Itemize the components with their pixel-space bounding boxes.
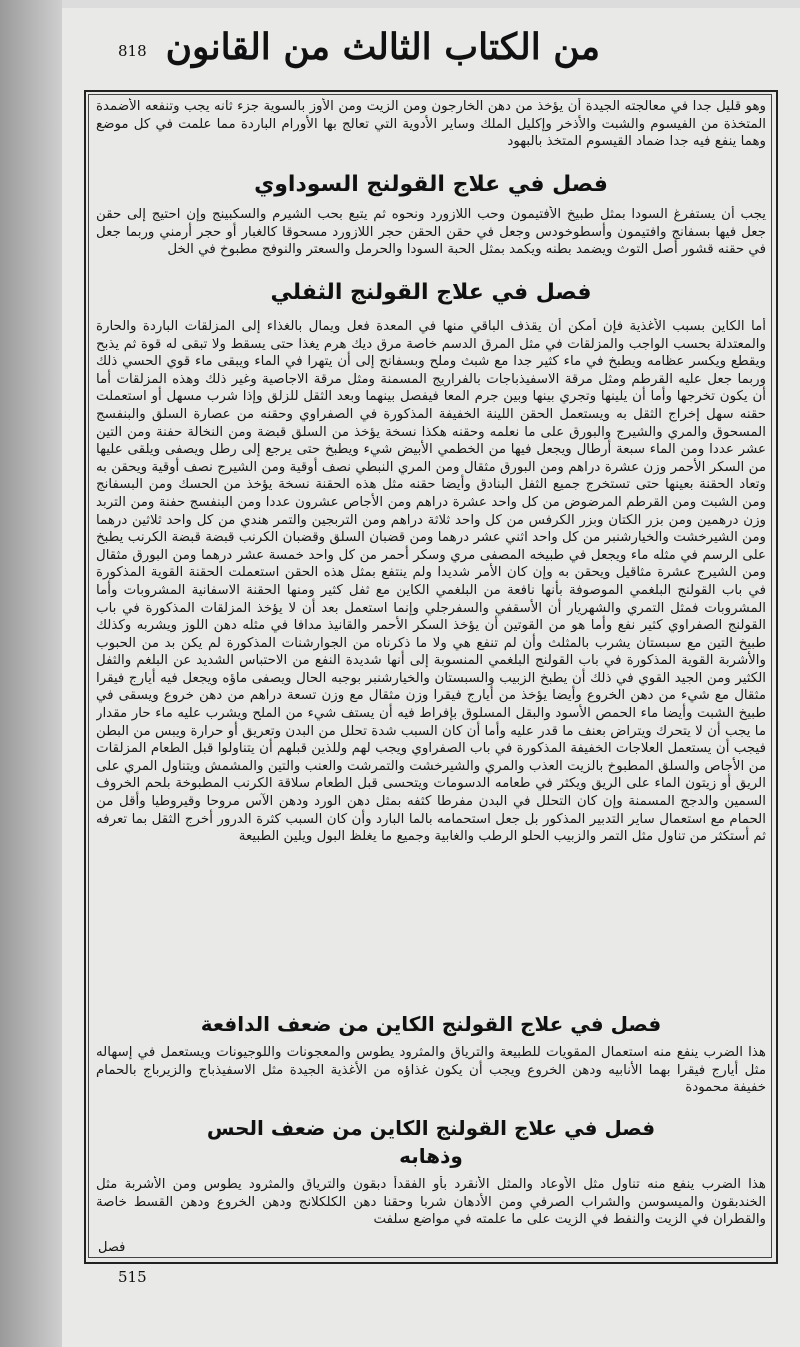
section-heading-weak-expulsion: فصل في علاج القولنج الكاين من ضعف الدافعة — [200, 1012, 662, 1036]
running-header-title: من الكتاب الثالث من القانون — [165, 26, 600, 68]
section-heading-thufli: فصل في علاج القولنج الثفلي — [270, 280, 592, 305]
paragraph-5: هذا الضرب ينفع منه تناول مثل الأوعاد والمثل الأنقرد بأو الفقدأ دبقون والترياق والمثرود يطوس ومن الأشربة مثل الخندبقون والميسوسن والشراب الصرفي ومن الأدهان شربا وحقنا دهن الكلكلانج ودهن الخروع ودهن القسط خاصة والقطران في الزيت والنفط في الزيت على ما علمته في مواضع سلفت — [96, 1177, 766, 1228]
book-gutter-shadow — [0, 0, 62, 1347]
paragraph-3: أما الكاين بسبب الأغذية فإن أمكن أن يقذف الباقي منها في المعدة فعل ويمال بالغذاء إلى المزلقات الباردة والحارة والمعتدلة بحسب الواجب والمزلقات في مثل المرق الدسم خاصة مرق ديك هرم يغذا حتى يسقط ولا تبقى له قوة ثم يذبح ويقطع ويكسر عظامه ويطبخ في ماء كثير جدا مع شبث وملح وبسفانج إلى أن يتهرا في الماء ويبقى ماء قوي الحسي ذلك وربما جعل عليه القرطم ومثل مرقة الاسفيذباجات بالفراريج المسمنة ومثل مرقة الاجاصية وغير ذلك وهذه المزلقات أما أن يكون تخرجها وأما أن يلينها وتجري بينها وبين جرم المعا فيفصل بينهما وبعد الثقل للزلق وإذا شرب مسهل أو استعملت حقنه سهل إخراج الثقل به ويستعمل الحقن اللينة الخفيفة المذكورة في الصفراوي وحقنه من عصارة السلق والبنفسج المسحوق والمري والشيرج والبورق على ما نعلمه وحقنه هكذا نسخة يؤخذ من السلق قبضة ومن النخالة حفنة ومن التين عشر عددا ومن الماء سبعة أرطال ويجعل فيها من الخطمي الأبيض شيء ويطبخ حتى يرجع إلى رطل ويصفى ويلقى عليها من السكر الأحمر وزن عشرة دراهم ومن البورق مثقال ومن المري النبطي نصف أوقية ومن الشيرج نصف أوقية ويحقن به وتعاد الحقنة بعينها حتى تستخرج جميع الثفل البنادق وأيضا حقنه مثل هذه الحقنة نسخة يؤخذ من الحسك ومن البسفانج ومن الشبت ومن القرطم المرضوض من كل واحد عشرة دراهم ومن الأجاص عشرون عددا ومن البنفسج حفنة ومن التربد وزن درهمين ومن بزر الكتان وبزر الكرفس من كل واحد ثلاثة دراهم ومن التربجين والتمر هندي من كل واحد ثلاثين درهما ومن الشيرخشت والخيارشنبر من كل واحد اثني عشر درهما ومن قضبان السلق وقضبان الكرنب قبضة قبضة الكرنب يطبخ على الرسم في مثله ماء ويجعل في طبيخه المصفى مري وسكر أحمر من كل واحد خمسة عشر درهما ومن البورق مثقال ومن الشيرج عشرة مثاقيل ويحقن به وإن كان الأمر شديدا ولم ينتفع بمثل هذه الحقن استعملت الحقنة القوية المذكورة في باب القولنج البلغمي الموصوفة بأنها نافعة من البلغمي الكاين مع ثفل كثير ومنها الحقنة الاسفانية المشروبات وأما المشروبات فمثل التمري والشهريار أن الأسقفي والسفرجلي وإنما استعمل بعد أن لا يؤخذ المزلقات المذكورة في باب القولنج الصفراوي كثير نفع وأما هو من القوتين أن يؤخذ السكر الأحمر والقانيذ مدافا في مثله دهن اللوز ويشربه وكذلك طبيخ التين مع سبستان يشرب بالمثلث وأن لم تنفع هي ولا ما ذكرناه من الجوارشنات المذكورة لم يكن بد من الحبوب والأشربة القوية المذكورة في باب القولنج البلغمي المنسوبة إلى أنها شديدة النفع من الاحتباس الشديد عن البلغم والثفل الكثير ومن الجيد القوي في ذلك أن يطبخ الزبيب والسبستان والخيارشنبر بوجبه الحال ويصفى ماؤه ويجعل فيه أيارج فيقرا مثقال مع شيء من دهن الخروع وأيضا يؤخذ من أيارج فيقرا وزن مثقال مع وزن تسعة دراهم من دهن خروع ويسقى في طبيخ الشبت وأيضا ماء الحمص الأسود والبقل المسلوق بإفراط فيه أن يستف شيء من الملح ويشرب عليه ماء حار مقدار ما يجب أن لا يتحرك ويتراض بعنف ما قدر عليه وأما أن كان السبب شدة تحلل من البدن وتعريق أو حرارة ويبس من البطن فيجب أن يستعمل العلاجات الخفيفة المذكورة في باب الصفراوي ويجب لهم وللذين قبلهم أن يتناولوا قبل الطعام المزلقات من الأجاص والسلق المطبوخ بالزيت العذب والمري والشيرخشت والتمرشت والعنب والتين والمشمش ويتناول المري على الريق أو زيتون الماء على الريق ويكثر في طعامه الدسومات ويتحسى قبل الطعام سلاقة الكرنب المطبوخة بلحم الخروف السمين والدجج المسمنة وإن كان التحلل في البدن مفرطا كثفه بمثل دهن الورد ودهن الآس مروحا وقيروطيا وأقل من الحمام مع استعمال ساير التدبير المذكور بل جعل استحمامه بالما البارد وأن كان السبب كثرة الدرور أخرج الثقل بما تعرفه ثم أستكثر من تناول مثل التمر والزبيب الحلو الرطب والغابية وجميع ما يغلظ البول ويلين الطبيعة — [96, 319, 766, 845]
paragraph-2: يجب أن يستفرغ السودا بمثل طبيخ الأفتيمون وحب اللازورد ونحوه ثم يتبع بحب الشيرم والسكبينج وإن احتيج إلى حقن جعل فيها بسفانج وافتيمون وأسطوخودس وجعل في حقن الحقن حجر اللازورد مسحوقا كالغبار أو حجر أرمني وربما جعل في حقنه قشور أصل التوث ويضمد بطنه ويكمد بمثل الحبة السودا والحرمل والسعتر والنوفج مطبوخ في الخل — [96, 207, 766, 258]
page-number-top: 818 — [118, 42, 147, 60]
catchword: فصل — [98, 1240, 126, 1255]
section-heading-sawdawi: فصل في علاج القولنج السوداوي — [254, 172, 608, 197]
section-heading-weak-sensation-line2: وذهابه — [399, 1144, 463, 1168]
page-number-bottom: 515 — [118, 1268, 147, 1286]
paragraph-1: وهو قليل جدا في معالجته الجيدة أن يؤخذ من دهن الخارجون ومن الزيت ومن الأوز بالسوية جزء ثانه يجب وتنفعه الأضمدة المتخذة من الفيسوم والشبت والأذخر وإكليل الملك وساير الأدوية التي تعالج بها الأورام الباردة مما علمت في كل موضع وهما ينفع فيه جدا ضماد القيسوم المتخذ بالبهود — [96, 99, 766, 150]
paragraph-4: هذا الضرب ينفع منه استعمال المقويات للطبيعة والترياق والمثرود يطوس والمعجونات واللوجيونات ويستعمل في إسهاله مثل أيارج فيقرا بهما الأنابيه ودهن الخروع ويجب أن يكون غذاؤه من الأغذية الجيدة مثل الاسفيذباج والزيرباج بالحمام خفيفة محمودة — [96, 1045, 766, 1096]
section-heading-weak-sensation: فصل في علاج القولنج الكاين من ضعف الحس — [206, 1116, 656, 1140]
